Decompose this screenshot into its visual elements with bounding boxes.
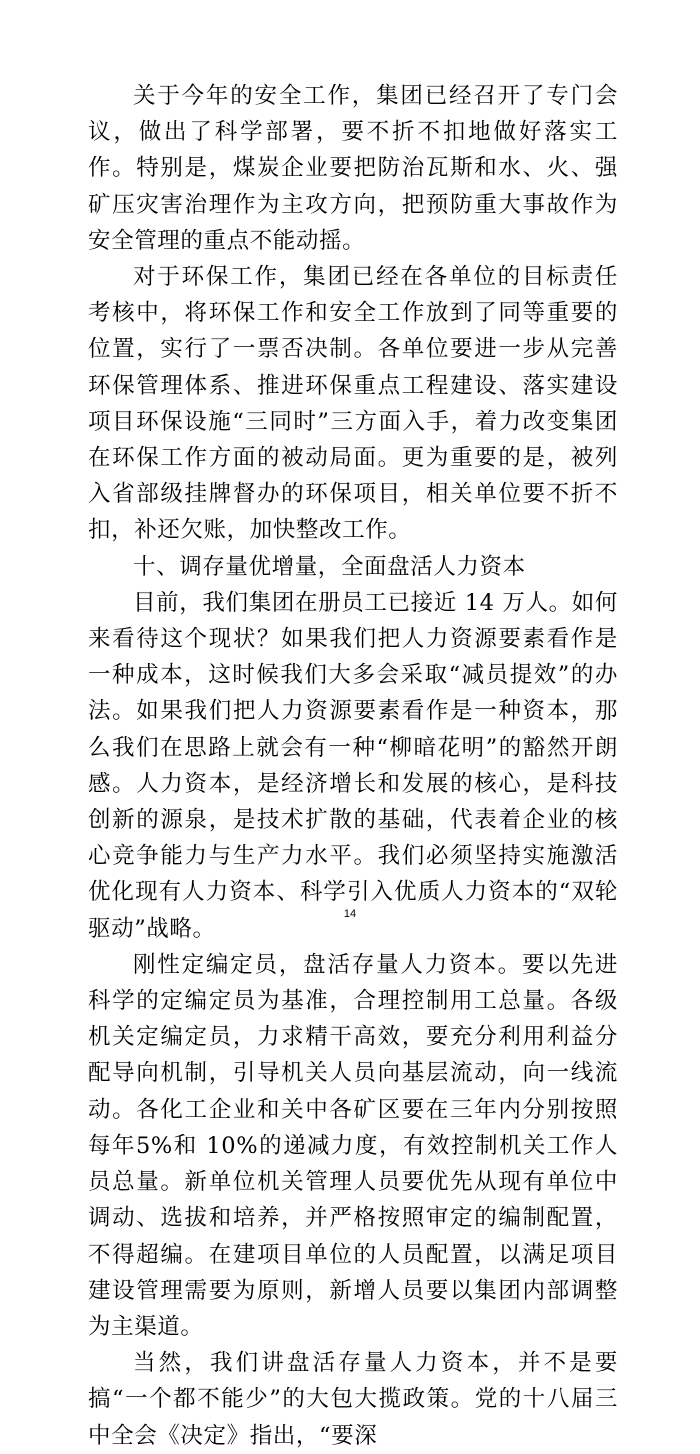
paragraph-policy: 当然，我们讲盘活存量人力资本，并不是要搞“一个都不能少”的大包大揽政策。党的十八届三中全会《决定》指出，“要深 bbox=[88, 1350, 618, 1449]
paragraph-human-capital: 目前，我们集团在册员工已接近 14 万人。如何来看待这个现状？如果我们把人力资源要素看作是一种成本，这时候我们大多会采取“减员提效”的办法。如果我们把人力资源要素看作是一种资本，那么我们在思路上就会有一种“柳暗花明”的豁然开朗感。人力资本，是经济增长和发展的核心，是科技创新的源泉，是技术扩散的基础，代表着企业的核心竞争能力与生产力水平。我们必须坚持实施激活优化现有人力资本、科学引入优质人力资本的“双轮驱动”战略。 bbox=[88, 589, 618, 942]
paragraph-environment: 对于环保工作，集团已经在各单位的目标责任考核中，将环保工作和安全工作放到了同等重要的位置，实行了一票否决制。各单位要进一步从完善环保管理体系、推进环保重点工程建设、落实建设项目环保设施“三同时”三方面入手，着力改变集团在环保工作方面的被动局面。更为重要的是，被列入省部级挂牌督办的环保项目，相关单位要不折不扣，补还欠账，加快整改工作。 bbox=[88, 264, 618, 544]
paragraph-safety: 关于今年的安全工作，集团已经召开了专门会议，做出了科学部署，要不折不扣地做好落实工作。特别是，煤炭企业要把防治瓦斯和水、火、强矿压灾害治理作为主攻方向，把预防重大事故作为安全管理的重点不能动摇。 bbox=[88, 83, 618, 254]
section-heading: 十、调存量优增量，全面盘活人力资本 bbox=[133, 553, 526, 580]
page-number: 14 bbox=[343, 908, 357, 920]
paragraph-staffing: 刚性定编定员，盘活存量人力资本。要以先进科学的定编定员为基准，合理控制用工总量。各级机关定编定员，力求精干高效，要充分利用利益分配导向机制，引导机关人员向基层流动，向一线流动。各化工企业和关中各矿区要在三年内分别按照每年5%和 10%的递减力度，有效控制机关工作人员总量。新单位机关管理人员要优先从现有单位中调动、选拔和培养，并严格按照审定的编制配置，不得超编。在建项目单位的人员配置，以满足项目建设管理需要为原则，新增人员要以集团内部调整为主渠道。 bbox=[88, 951, 618, 1340]
document-body bbox=[88, 78, 618, 1454]
